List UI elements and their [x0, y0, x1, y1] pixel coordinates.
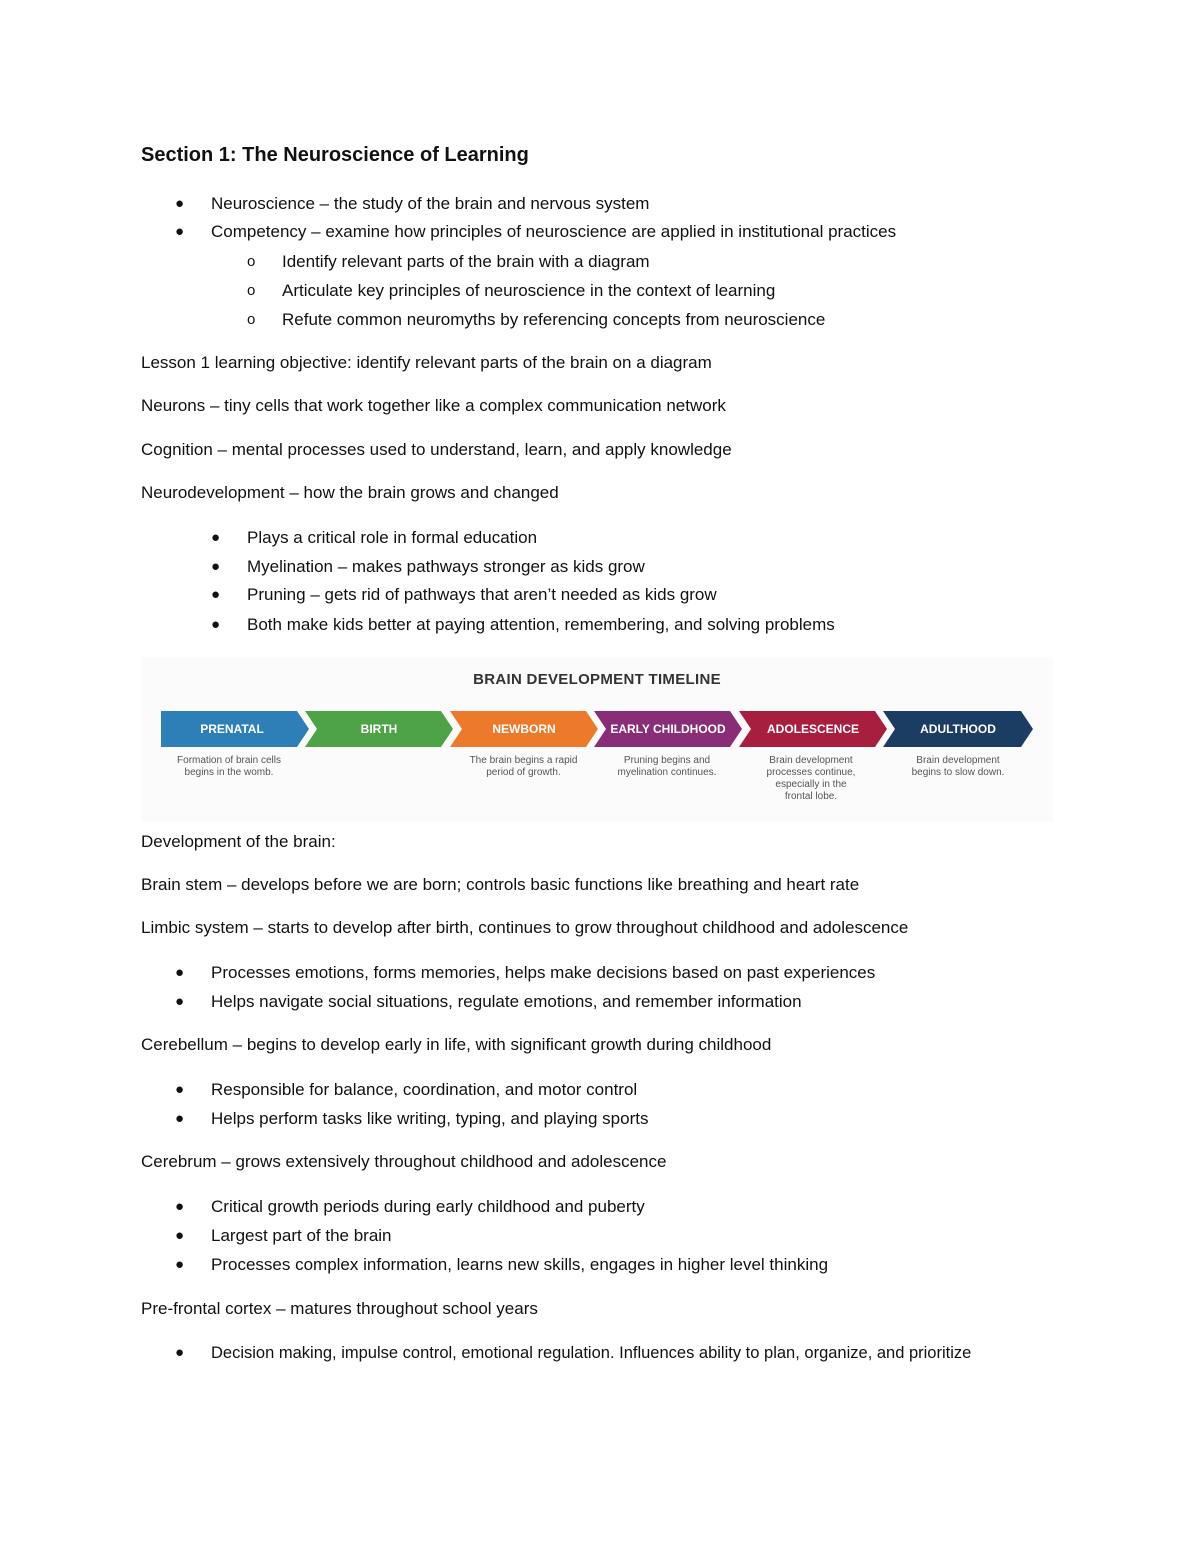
prefrontal-heading: Pre-frontal cortex – matures throughout school years [141, 1299, 538, 1318]
list-item: Helps perform tasks like writing, typing, and playing sports [211, 1109, 649, 1128]
list-item: Processes complex information, learns new skills, engages in higher level thinking [211, 1255, 829, 1274]
bullet-icon: ● [175, 1256, 185, 1273]
timeline-label-adulthood: ADULTHOOD [920, 722, 996, 736]
section-title: Section 1: The Neuroscience of Learning [141, 144, 529, 166]
circle-bullet-icon: o [247, 253, 256, 270]
neurodevelopment-heading: Neurodevelopment – how the brain grows and changed [141, 483, 559, 502]
bullet-icon: ● [175, 195, 185, 212]
cerebellum-heading: Cerebellum – begins to develop early in life, with significant growth during childhood [141, 1035, 772, 1054]
circle-bullet-icon: o [247, 311, 256, 328]
list-item: Largest part of the brain [211, 1226, 392, 1245]
bullet-icon: ● [175, 1198, 185, 1215]
bullet-icon: ● [211, 586, 221, 603]
list-item: Pruning – gets rid of pathways that aren’t needed as kids grow [247, 585, 717, 604]
circle-bullet-icon: o [247, 282, 256, 299]
timeline-desc-early-childhood: Pruning begins and myelination continues. [617, 755, 717, 778]
bullet-icon: ● [175, 993, 185, 1010]
neurons-definition: Neurons – tiny cells that work together like a complex communication network [141, 396, 726, 415]
bullet-icon: ● [211, 529, 221, 546]
lesson-objective: Lesson 1 learning objective: identify relevant parts of the brain on a diagram [141, 353, 712, 372]
brain-development-timeline [141, 657, 1053, 822]
bullet-icon: ● [211, 558, 221, 575]
list-item: Both make kids better at paying attention, remembering, and solving problems [247, 615, 835, 634]
timeline-desc-adolescence: Brain development processes continue, especially in the frontal lobe. [766, 755, 856, 802]
list-item: Identify relevant parts of the brain with a diagram [282, 252, 650, 271]
timeline-label-adolescence: ADOLESCENCE [766, 722, 859, 736]
limbic-heading: Limbic system – starts to develop after birth, continues to grow throughout childhood and adolescence [141, 918, 909, 937]
development-heading: Development of the brain: [141, 832, 336, 851]
bullet-icon: ● [175, 1227, 185, 1244]
timeline-desc-newborn: The brain begins a rapid period of growth. [469, 755, 578, 778]
list-item: Helps navigate social situations, regulate emotions, and remember information [211, 992, 802, 1011]
cerebrum-heading: Cerebrum – grows extensively throughout childhood and adolescence [141, 1152, 667, 1171]
bullet-icon: ● [175, 1110, 185, 1127]
list-item: Competency – examine how principles of neuroscience are applied in institutional practices [211, 222, 897, 241]
list-item: Articulate key principles of neuroscience in the context of learning [282, 281, 776, 300]
bullet-icon: ● [211, 616, 221, 633]
timeline-title: BRAIN DEVELOPMENT TIMELINE [473, 671, 721, 688]
timeline-label-newborn: NEWBORN [492, 722, 556, 736]
list-item: Plays a critical role in formal education [247, 528, 538, 547]
list-item: Decision making, impulse control, emotional regulation. Influences ability to plan, organize, and prioritize [211, 1344, 972, 1362]
timeline-label-early-childhood: EARLY CHILDHOOD [610, 722, 726, 736]
timeline-desc-adulthood: Brain development begins to slow down. [911, 755, 1005, 778]
list-item: Refute common neuromyths by referencing concepts from neuroscience [282, 310, 826, 329]
list-item: Critical growth periods during early childhood and puberty [211, 1197, 645, 1216]
list-item: Processes emotions, forms memories, helps make decisions based on past experiences [211, 963, 876, 982]
list-item: Myelination – makes pathways stronger as kids grow [247, 557, 645, 576]
timeline-label-birth: BIRTH [360, 722, 398, 736]
timeline-desc-prenatal: Formation of brain cells begins in the womb. [177, 755, 281, 778]
bullet-icon: ● [175, 1081, 185, 1098]
brain-stem-definition: Brain stem – develops before we are born; controls basic functions like breathing and heart rate [141, 875, 860, 894]
list-item: Neuroscience – the study of the brain and nervous system [211, 194, 650, 213]
timeline-label-prenatal: PRENATAL [200, 722, 264, 736]
timeline-arrows [141, 657, 1053, 822]
list-item: Responsible for balance, coordination, and motor control [211, 1080, 638, 1099]
cognition-definition: Cognition – mental processes used to understand, learn, and apply knowledge [141, 440, 732, 459]
bullet-icon: ● [175, 1344, 185, 1361]
bullet-icon: ● [175, 223, 185, 240]
bullet-icon: ● [175, 964, 185, 981]
